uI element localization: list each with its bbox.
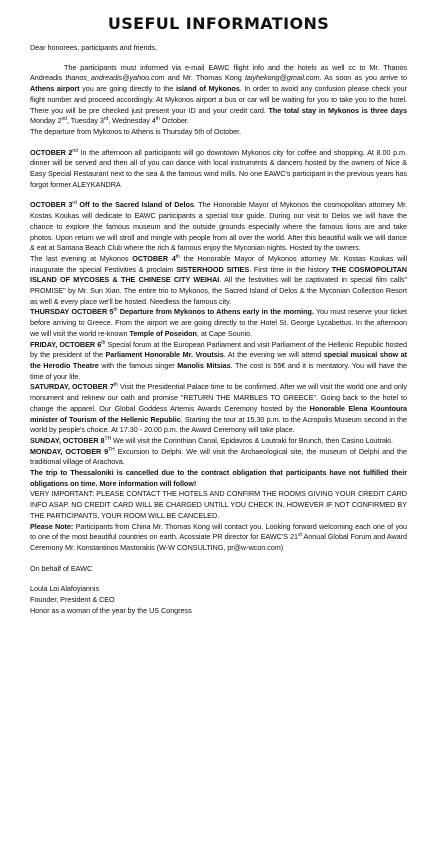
october-3-title: Off to the Sacred Island of Delos <box>76 200 194 210</box>
intro-text: Monday 2 <box>30 116 62 126</box>
paragraph-text: , at Cape Sounio. <box>196 328 253 338</box>
ordinal: th <box>175 253 180 260</box>
october-2-text: In the afternoon all participants will go downtown Mykonos city for coffee and shopping. At 8.00 p.m. dinner will be served and then all of you can dance with local instruments & dancers hosted by the owners of Nice & Easy Special Restaurant next to the sea & the famous wind mills. No one EAWC's participant in the previous years has forgot former ALEYKANDRA <box>30 147 407 189</box>
elena-kountoura: Honorable Elena Kountoura minister of Tourism of the Hellenic Republic <box>30 403 407 424</box>
october-9-paragraph <box>30 447 407 468</box>
ordinal: th <box>155 116 160 123</box>
paragraph-text: . The cost is 55€ and it is mentatory. You will have the time of your life. <box>30 360 407 381</box>
athens-airport: Athens airport <box>30 84 80 94</box>
october-3-heading: OCTOBER 3 <box>30 200 73 210</box>
paragraph-text: . Starting the tour at 15.30 p.m. to the Acropolis Museum second in the world by people's choice. At 17.30 - 20.00 p.m. the Award Ceremony will take place. <box>30 414 407 435</box>
ordinal: rd <box>72 200 77 207</box>
cancellation-text: The trip to Thessaloniki is cancelled due to the contract obligation that participants have not fulfilled their obligations on time. More information will follow! <box>30 468 407 488</box>
october-2-paragraph <box>30 148 407 191</box>
total-stay: The total stay in Mykonos is three days <box>268 105 407 115</box>
october-6-heading: FRIDAY, OCTOBER 6 <box>30 339 102 349</box>
signoff: On behalf of EAWC <box>30 563 93 573</box>
email-thomas: taiyhekong@gmail.com <box>244 73 320 83</box>
october-5-title: Departure from Mykonos to Athens early in the morning. <box>117 307 314 317</box>
october-7-heading: SATURDAY, OCTOBER 7 <box>30 382 114 392</box>
paragraph-text: the Honorable Mayor of Mykonos attorney Mr. Kostas Koukas will inaugurate the special Festivities & proclaim <box>30 253 408 274</box>
ordinal: nd <box>61 116 67 123</box>
paragraph-text: . All the festivities will be captivated in special film calls" PROMISE" by Mr. Sun Xian. The entire trio to Mykonos, the Sacred Island of Delos & the Myconian Collection Resort as well & every place we'll be hosted. Needless the famous city. <box>30 275 407 306</box>
signer-role: Founder, President & CEO <box>30 595 115 605</box>
october-4-heading: OCTOBER 4 <box>132 253 176 263</box>
salutation: Dear honorees, participants and friends, <box>30 43 157 52</box>
paragraph-text: Visit the Presidential Palace time to be confirmed. After we will visit the world one and only monument and reknew our oath and promise "RETURN THE MARBLES TO GREECE". Going back to the hotel to change the apparel. Our Global Goddess Artemis Awards Ceremony hosted by the <box>30 382 407 413</box>
intro-text: October. <box>159 116 189 126</box>
island-mykonos: island of Mykonos <box>175 84 240 94</box>
departure-line: The departure from Mykonos to Athens is Thursday 5th of October. <box>30 126 242 136</box>
intro-text: you are going directly to the <box>79 84 176 94</box>
paragraph-text: The last evening at Mykonos <box>30 253 133 263</box>
intro-text: and Mr. Thomas Kong <box>164 73 245 83</box>
ordinal: th <box>113 382 118 389</box>
ordinal: TH <box>108 446 115 453</box>
intro-text: . As soon as you arrive to <box>319 73 407 83</box>
last-evening-paragraph <box>30 254 407 308</box>
sisterhood-sities: SISTERHOOD SITIES <box>176 264 250 274</box>
october-8-paragraph <box>30 436 407 447</box>
intro-text: , Wednesday 4 <box>108 116 156 126</box>
intro-text: , Tuesday 3 <box>66 116 104 126</box>
paragraph-text: Excursion to Delphi. We will visit the Archaeological site, the museum of Delphi and the traditional village of Arachova. <box>30 446 407 467</box>
october-2-heading: OCTOBER 2 <box>30 147 73 157</box>
october-7-paragraph <box>30 382 407 436</box>
october-5-heading: THURSDAY OCTOBER 5 <box>30 307 114 317</box>
paragraph-text: Participants from China Mr. Thomas Kong will contact you. Looking forward welcoming each one of you to one of the most beautiful countries on earth. Acossiate PR director for EAWC'S 21 <box>30 521 407 542</box>
temple-of-poseidon: Temple of Poseidon <box>129 328 197 338</box>
signer-honor: Honor as a woman of the year by the US Congress <box>30 605 192 615</box>
paragraph-text: . At the evening we will attend <box>223 350 324 360</box>
ordinal: TH <box>104 435 112 442</box>
intro-text: . In order to avoid any confusion please check your flight number and proceed accordingly. At Mykonos airport a bus or car will be waiting for you to take you to the hotel. There you will be pre checked just present your ID and your credit card. <box>30 84 408 115</box>
ordinal: st <box>298 532 302 539</box>
paragraph-text: Special forum at the European Parliament and visit Parliament of the Hellenic Republic hosted by the president of the <box>30 339 407 360</box>
intro-paragraph <box>30 63 407 127</box>
ordinal: nd <box>72 147 78 154</box>
ordinal: rd <box>103 116 109 123</box>
please-note-paragraph <box>30 522 407 554</box>
please-note-label: Please Note: <box>30 521 74 531</box>
paragraph-text: . First time in the history <box>249 264 332 274</box>
intro-text: The participants must informed via e-mail EAWC flight info and the hotels as well cc to Mr. Thanos Andreadis <box>30 62 407 83</box>
page-title: USEFUL INFORMATIONS <box>107 14 330 33</box>
paragraph-text: with the famous singer <box>98 360 178 370</box>
paragraph-text: You must reserve your ticket before arriving to Greece. From the airport we are going directly to the Hotel St. George Lycabettus. In the afternoon we will visit the world re-known <box>30 307 407 338</box>
cancellation-notice <box>30 468 407 489</box>
october-3-text: . The Honorable Mayor of Mykonos the cosmopolitan attorney Mr. Kostas Koukas will dedicate to EAWC participants a special tour guide. During our visit to Delos we will have the chance to explore the famous museum and the outside grounds especially where the famous lions are and take photos. Upon return we will stroll and mingle with people from all over the world. After this beautiful walk we will dance & eat at Santana Beach Club where the rich & famous enjoy the Myconian nights. Hosted by the owners. <box>30 200 408 253</box>
cosmopolitan-island: THE COSMOPOLITAN ISLAND OF MYCOSES & THE CHINESE CITY WEIHAI <box>30 264 407 285</box>
paragraph-text: We will visit the Corinthian Canal, Epidavros & Loutraki for Brunch, then Casino Loutraki. <box>111 435 393 445</box>
parliament-vroutsis: Parliament Honorable Mr. Vroutsis <box>105 350 224 360</box>
october-9-heading: MONDAY, OCTOBER 9 <box>30 446 109 456</box>
herodio-show: special musical show at the Herodio Theatre <box>30 350 407 370</box>
important-notice: VERY IMPORTANT: PLEASE CONTACT THE HOTELS AND CONFIRM THE ROOMS GIVING YOUR CREDIT CARD INFO ASAP. NO CREDIT CARD WILL BE CHARGED UNTILL YOU CHECK IN. HOWEVER IF NOT CONFIRMED BY THE PARTICIPANTS, YOUR ROOM WILL BE CANCELED. <box>30 489 407 520</box>
ordinal: th <box>101 339 106 346</box>
signer-name: Loula Loi Alafoyiannis <box>30 584 100 594</box>
october-3-paragraph <box>30 200 407 254</box>
october-5-paragraph <box>30 307 407 339</box>
paragraph-text: Annual Global Forum and Award Ceremony Mr. Konstantinos Mastorakis (W-W CONSULTING, pr@w-wcon.com) <box>30 532 408 552</box>
october-6-paragraph <box>30 340 407 383</box>
email-thanos: thanos_andreadis@yahoo.com <box>65 73 165 83</box>
ordinal: th <box>113 307 118 314</box>
october-8-heading: SUNDAY, OCTOBER 8 <box>30 435 105 445</box>
manolis-mitsias: Manolis Mitsias <box>177 360 231 370</box>
